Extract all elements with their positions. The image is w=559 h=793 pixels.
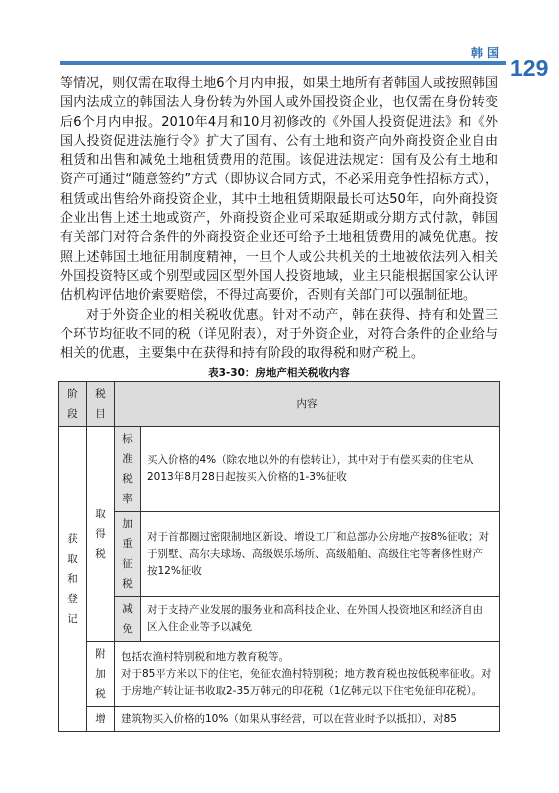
table-title: 表3-30：房地产相关税收内容 bbox=[208, 367, 350, 379]
tax-cell: 增 bbox=[87, 707, 115, 732]
paragraph: 等情况，则仅需在取得土地6个月内申报，如果土地所有者韩国人或按照韩国国内法成立的韩国法人身份转为外国人或外国投资企业，也仅需在身份转变后6个月内申报。2010年4月和10月初修改的《外国人投资促进法》和《外国人投资促进法施行令》扩大了国有、公有土地和资产向外商投资企业自由租赁和出售和减免土地租赁费用的范围。该促进法规定：国有及公有土地和资产可通过“随意签约”方式（即协议合同方式，不必采用竞争性招标方式），租赁或出售给外商投资企业，其中土地租赁期限最长可达50年，向外商投资企业出售上述土地或资产，外商投资企业可采取延期或分期方式付款，韩国有关部门对符合条件的外商投资企业还可给予土地租赁费用的减免优惠。按照上述韩国土地征用制度精神，一旦个人或公共机关的土地被依法列入相关外国投资特区或个别型或园区型外国人投资地域，业主只能根据国家公认评估机构评估地价索要赔偿，不得过高要价，否则有关部门可以强制征地。 bbox=[60, 76, 498, 304]
content-cell: 建筑物买入价格的10%（如果从事经营，可以在营业时予以抵扣），对85 bbox=[115, 707, 500, 732]
content-cell bbox=[115, 642, 500, 707]
sub-cell: 标准税率 bbox=[115, 427, 141, 512]
sub-cell: 加重征税 bbox=[115, 512, 141, 597]
content-cell: 买入价格的4%（除农地以外的有偿转让），其中对于有偿买卖的住宅从2013年8月28日起按买入价格的1-3%征收 bbox=[141, 427, 500, 512]
header-stage: 阶段 bbox=[59, 382, 87, 427]
table-header-row bbox=[59, 382, 500, 427]
tax-cell: 取得税 bbox=[87, 427, 115, 642]
table-row bbox=[59, 707, 500, 732]
tax-cell: 附加税 bbox=[87, 642, 115, 707]
header-rule bbox=[60, 61, 559, 65]
sub-cell: 减免 bbox=[115, 597, 141, 642]
content-cell: 对于首都圈过密限制地区新设、增设工厂和总部办公房地产按8%征收；对于别墅、高尔夫球场、高级娱乐场所、高级船舶、高级住宅等奢侈性财产按12%征收 bbox=[141, 512, 500, 597]
tax-table bbox=[58, 381, 500, 732]
page-number: 129 bbox=[506, 48, 559, 88]
table-row bbox=[59, 642, 500, 707]
table-row bbox=[59, 427, 500, 512]
stage-cell: 获取和登记 bbox=[59, 427, 87, 732]
content-cell: 对于支持产业发展的服务业和高科技企业、在外国人投资地区和经济自由区入住企业等予以减免 bbox=[141, 597, 500, 642]
header-tax: 税目 bbox=[87, 382, 115, 427]
body-text bbox=[60, 74, 498, 363]
table-row bbox=[59, 512, 500, 597]
header-country: 韩国 bbox=[470, 46, 503, 60]
header-content: 内容 bbox=[115, 382, 500, 427]
table-row bbox=[59, 597, 500, 642]
content-line: 对于85平方米以下的住宅，免征农渔村特别税；地方教育税也按低税率征收。对于房地产转让证书收取2-35万韩元的印花税（1亿韩元以下住宅免征印花税）。 bbox=[121, 667, 492, 697]
paragraph: 对于外资企业的相关税收优惠。针对不动产，韩在获得、持有和处置三个环节均征收不同的税（详见附表），对于外资企业，对符合条件的企业给与相关的优惠，主要集中在获得和持有阶段的取得税和财产税上。 bbox=[60, 307, 498, 362]
content-line: 包括农渔村特别税和地方教育税等。 bbox=[121, 650, 289, 663]
